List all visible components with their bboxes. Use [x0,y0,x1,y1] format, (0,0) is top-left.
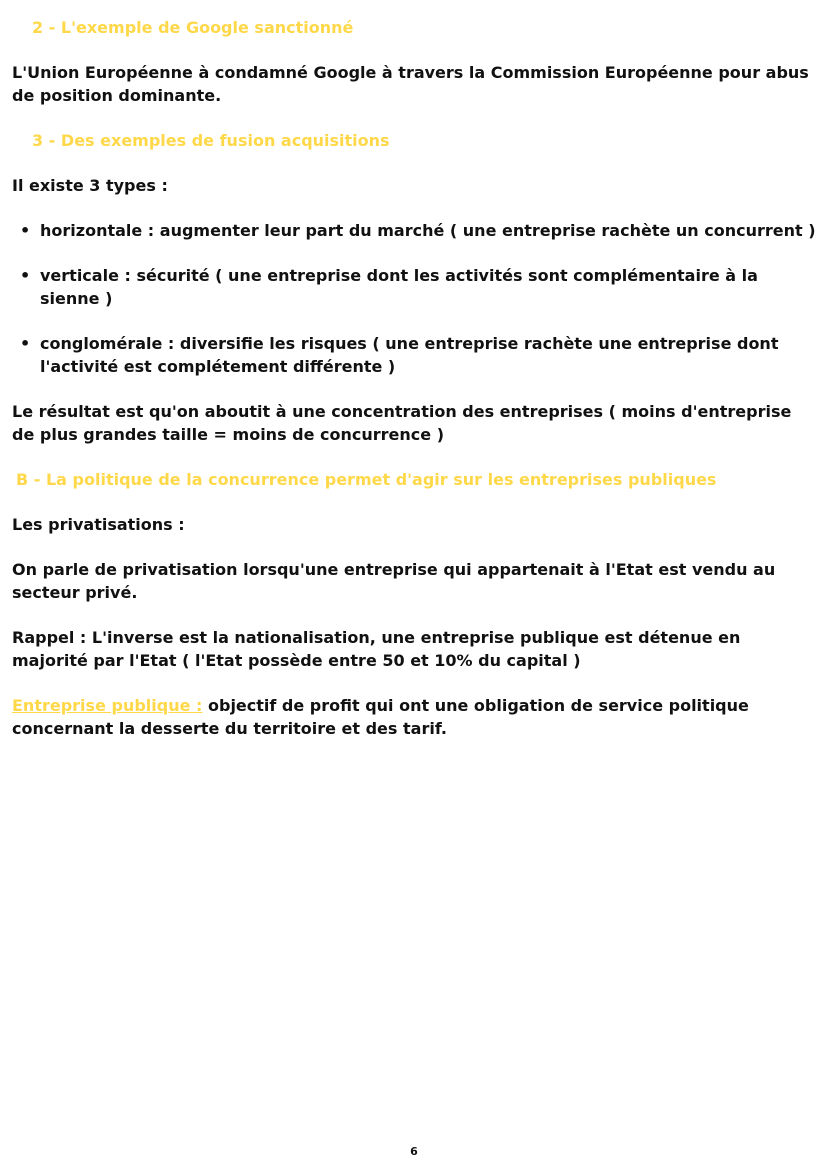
paragraph-privatisations-title: Les privatisations : [12,515,185,534]
heading-google-example: 2 - L'exemple de Google sanctionné [32,18,354,37]
list-item-text: horizontale : augmenter leur part du marché ( une entreprise rachète un concurrent ) [40,221,816,240]
paragraph-resultat: Le résultat est qu'on aboutit à une concentration des entreprises ( moins d'entreprise de plus grandes taille = moins de concurrence ) [12,402,792,444]
paragraph-google-sanction: L'Union Européenne à condamné Google à travers la Commission Européenne pour abus de position dominante. [12,63,809,105]
list-item-verticale [20,264,816,310]
paragraph-types-intro: Il existe 3 types : [12,176,168,195]
heading-fusion-acquisitions: 3 - Des exemples de fusion acquisitions [32,131,390,150]
document-page [12,16,816,740]
bullet-icon: • [20,266,31,285]
bullet-icon: • [20,334,31,353]
entreprise-publique-text: objectif de profit qui ont une obligation de service politique concernant la desserte du territoire et des tarif. [12,696,749,738]
entreprise-publique-link[interactable]: Entreprise publique : [12,696,203,715]
list-item-text: conglomérale : diversifie les risques ( une entreprise rachète une entreprise dont l'activité est complétement différente ) [40,334,779,376]
paragraph-entreprise-publique [12,694,816,740]
bullet-icon: • [20,221,31,240]
list-item-horizontale [20,219,816,242]
heading-section-b: B - La politique de la concurrence permet d'agir sur les entreprises publiques [16,470,717,489]
paragraph-rappel: Rappel : L'inverse est la nationalisation, une entreprise publique est détenue en majorité par l'Etat ( l'Etat possède entre 50 et 10% du capital ) [12,628,741,670]
page-number: 6 [410,1145,418,1158]
list-item-conglomerale [20,332,816,378]
paragraph-privatisation-definition: On parle de privatisation lorsqu'une entreprise qui appartenait à l'Etat est vendu au secteur privé. [12,560,776,602]
list-item-text: verticale : sécurité ( une entreprise dont les activités sont complémentaire à la sienne ) [40,266,758,308]
types-list [12,219,816,378]
